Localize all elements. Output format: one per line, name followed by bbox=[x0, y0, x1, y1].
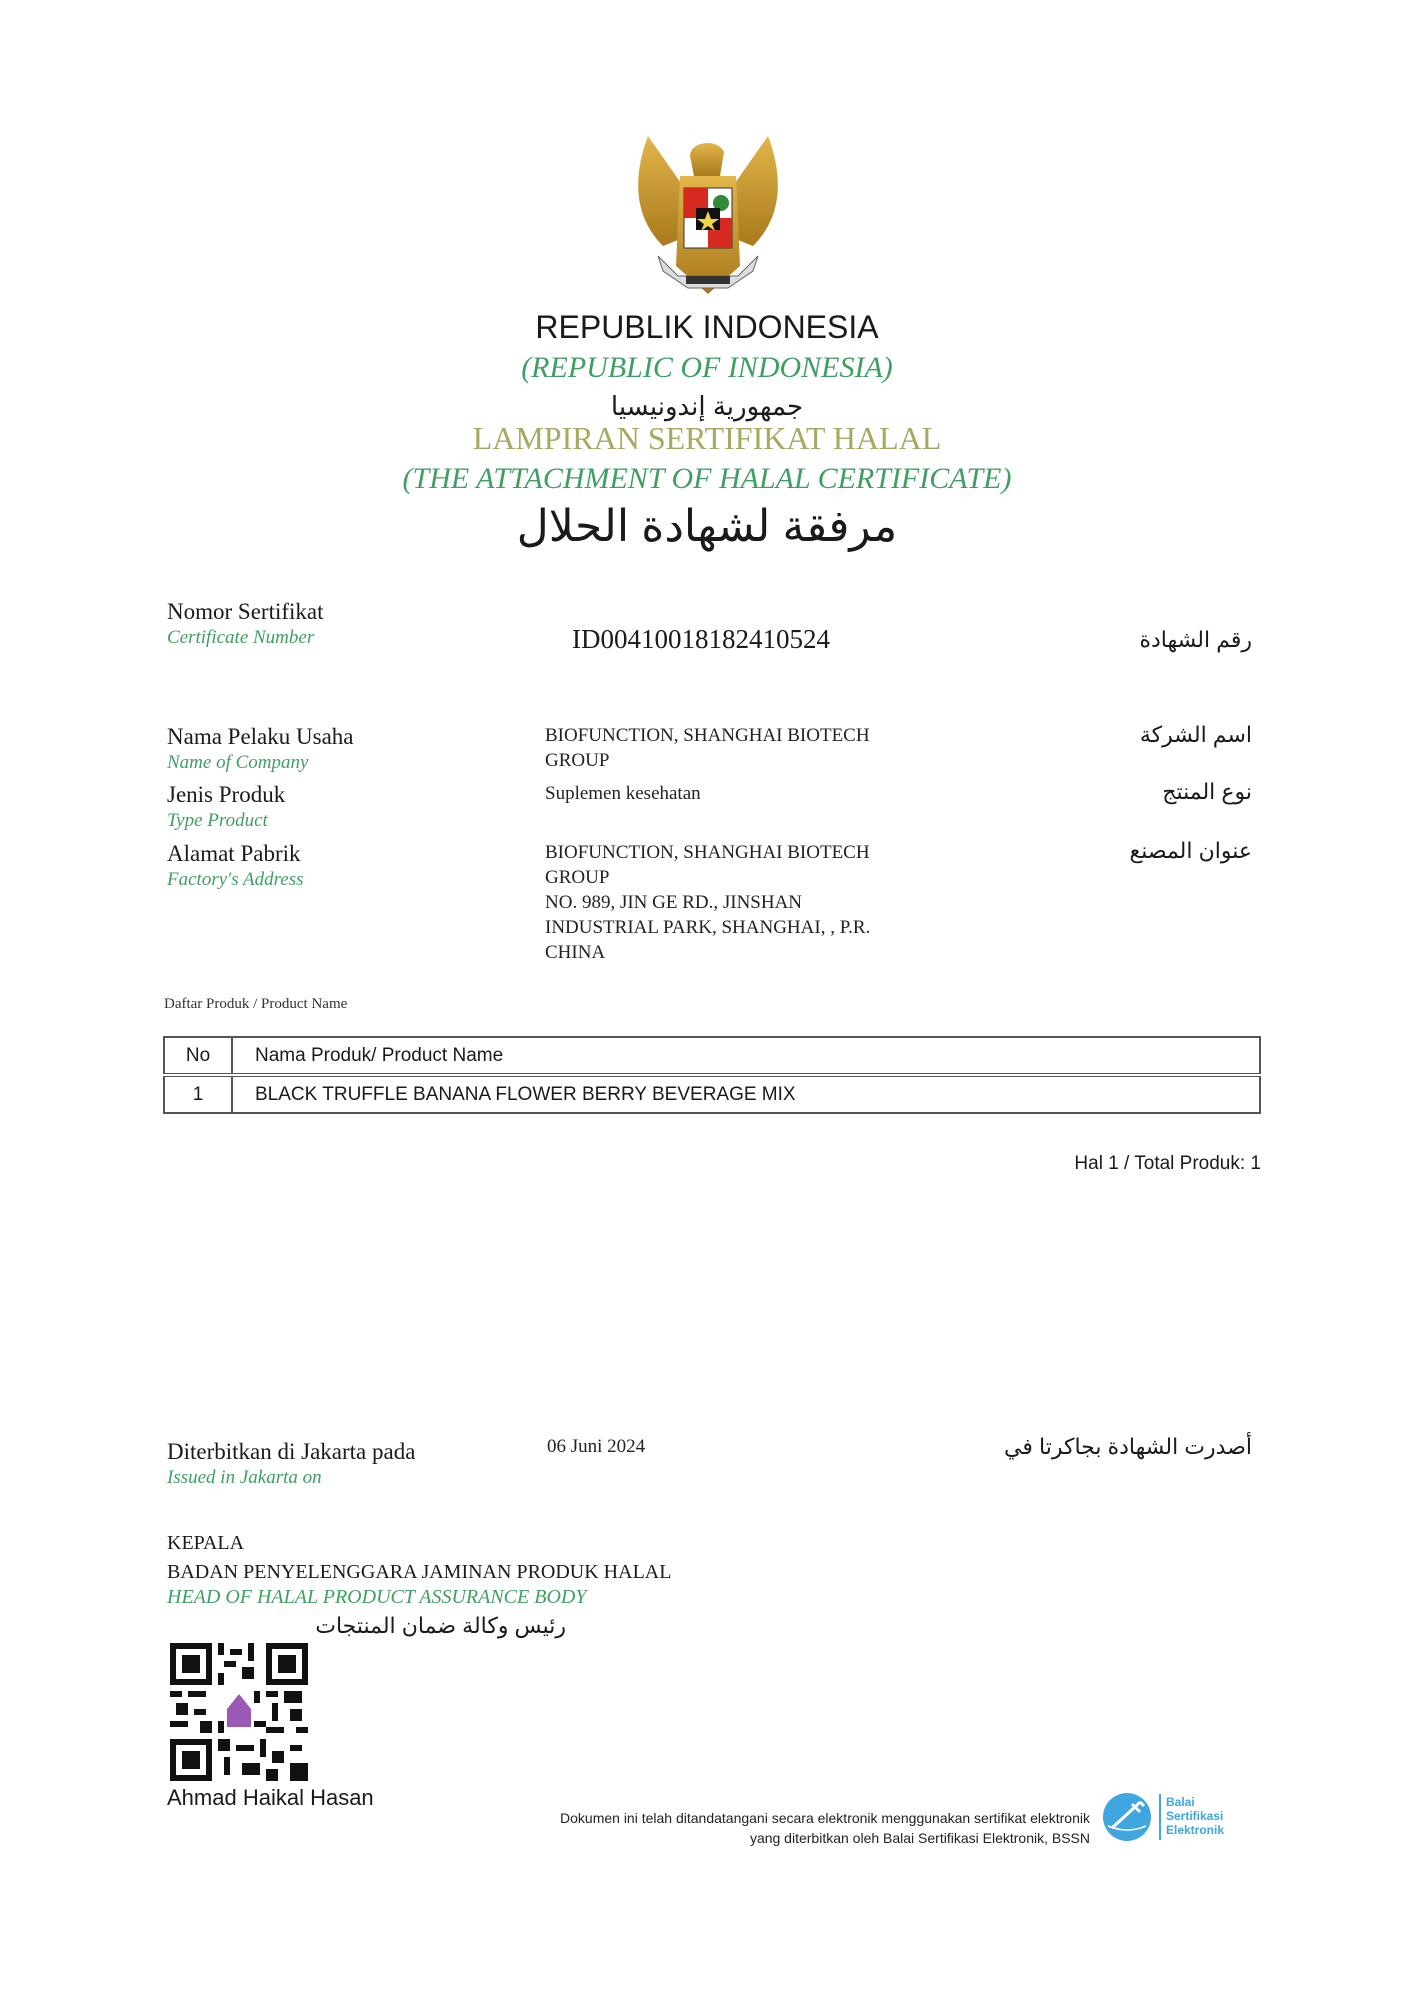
factory-address-label-en: Factory's Address bbox=[167, 869, 304, 890]
e-signature-note-line-2: yang diterbitkan oleh Balai Sertifikasi Elektronik, BSSN bbox=[749, 1830, 1090, 1846]
product-type-label-en: Type Product bbox=[167, 810, 268, 831]
issued-label: Diterbitkan di Jakarta pada bbox=[167, 1439, 416, 1464]
product-list-caption: Daftar Produk / Product Name bbox=[164, 996, 348, 1012]
e-signature-note bbox=[460, 1808, 1090, 1848]
signatory-title-en: HEAD OF HALAL PRODUCT ASSURANCE BODY bbox=[167, 1586, 587, 1608]
document-title-id: LAMPIRAN SERTIFIKAT HALAL bbox=[472, 420, 942, 456]
certificate-number-value: ID00410018182410524 bbox=[572, 624, 830, 654]
qr-code-icon bbox=[170, 1643, 308, 1781]
company-label-en: Name of Company bbox=[167, 752, 309, 773]
signatory-title-1: KEPALA bbox=[167, 1532, 245, 1554]
bsre-logo-line: Balai bbox=[1166, 1795, 1195, 1809]
issued-label-ar: أصدرت الشهادة بجاكرتا في bbox=[1004, 1434, 1252, 1459]
product-table-header bbox=[164, 1037, 1260, 1075]
column-header-product-name: Nama Produk/ Product Name bbox=[232, 1037, 1260, 1075]
bsre-logo bbox=[1102, 1792, 1252, 1842]
signatory-name: Ahmad Haikal Hasan bbox=[167, 1785, 374, 1810]
factory-address-line: BIOFUNCTION, SHANGHAI BIOTECH bbox=[545, 842, 870, 863]
company-value bbox=[545, 723, 870, 773]
bsre-key-icon bbox=[1102, 1792, 1154, 1842]
product-row-no: 1 bbox=[164, 1075, 232, 1113]
company-value-line: GROUP bbox=[545, 750, 610, 771]
signatory-title-2: BADAN PENYELENGGARA JAMINAN PRODUK HALAL bbox=[167, 1561, 672, 1583]
issued-date: 06 Juni 2024 bbox=[547, 1436, 646, 1457]
e-signature-note-line-1: Dokumen ini telah ditandatangani secara elektronik menggunakan sertifikat elektronik bbox=[560, 1810, 1090, 1826]
factory-address-label: Alamat Pabrik bbox=[167, 841, 301, 866]
factory-address-line: CHINA bbox=[545, 942, 606, 963]
country-name-id: REPUBLIK INDONESIA bbox=[535, 309, 879, 345]
table-row bbox=[164, 1075, 1260, 1113]
bsre-logo-line: Sertifikasi bbox=[1166, 1809, 1224, 1823]
product-row-name: BLACK TRUFFLE BANANA FLOWER BERRY BEVERAGE MIX bbox=[232, 1075, 1260, 1113]
product-type-value: Suplemen kesehatan bbox=[545, 783, 701, 804]
column-header-no: No bbox=[164, 1037, 232, 1075]
issued-label-en: Issued in Jakarta on bbox=[167, 1467, 322, 1488]
signatory-title-ar: رئيس وكالة ضمان المنتجات bbox=[315, 1613, 566, 1638]
factory-address-label-ar: عنوان المصنع bbox=[1129, 838, 1252, 863]
factory-address-value bbox=[545, 840, 870, 965]
document-title-en: (THE ATTACHMENT OF HALAL CERTIFICATE) bbox=[402, 462, 1012, 495]
certificate-number-label-en: Certificate Number bbox=[167, 627, 315, 648]
certificate-number-label-ar: رقم الشهادة bbox=[1139, 627, 1252, 652]
company-label: Nama Pelaku Usaha bbox=[167, 724, 354, 749]
product-table bbox=[163, 1036, 1261, 1114]
country-name-en: (REPUBLIC OF INDONESIA) bbox=[521, 351, 893, 384]
document-title-ar: مرفقة لشهادة الحلال bbox=[516, 502, 898, 551]
factory-address-line: INDUSTRIAL PARK, SHANGHAI, , P.R. bbox=[545, 917, 871, 938]
factory-address-line: NO. 989, JIN GE RD., JINSHAN bbox=[545, 892, 803, 913]
bsre-logo-line: Elektronik bbox=[1166, 1823, 1225, 1837]
company-label-ar: اسم الشركة bbox=[1139, 722, 1252, 747]
certificate-number-label: Nomor Sertifikat bbox=[167, 599, 324, 624]
pagination-info: Hal 1 / Total Produk: 1 bbox=[1074, 1153, 1261, 1174]
factory-address-line: GROUP bbox=[545, 867, 610, 888]
company-value-line: BIOFUNCTION, SHANGHAI BIOTECH bbox=[545, 725, 870, 746]
bsre-divider bbox=[1159, 1794, 1161, 1840]
garuda-emblem-icon bbox=[628, 126, 788, 306]
product-type-label-ar: نوع المنتج bbox=[1162, 779, 1252, 804]
bsre-logo-text bbox=[1166, 1795, 1224, 1837]
product-type-label: Jenis Produk bbox=[167, 782, 286, 807]
country-name-ar: جمهورية إندونيسيا bbox=[610, 391, 804, 421]
